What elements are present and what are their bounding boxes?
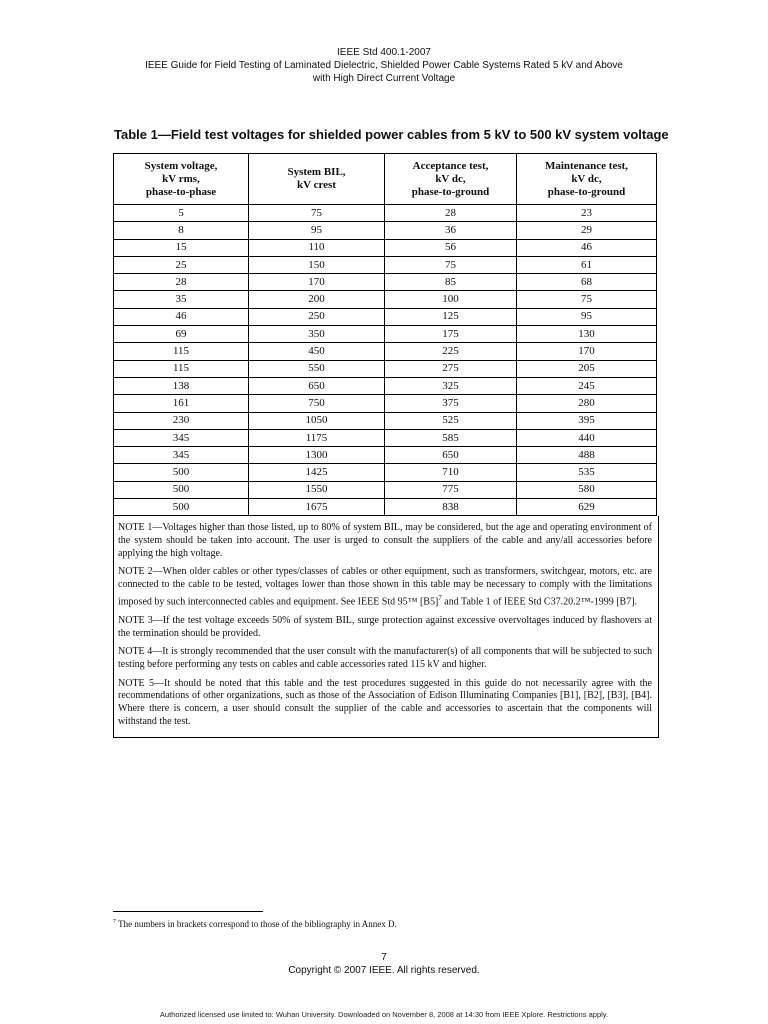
table-cell: 580 bbox=[517, 481, 657, 498]
table-cell: 1425 bbox=[249, 464, 385, 481]
table-cell: 1175 bbox=[249, 429, 385, 446]
table-cell: 440 bbox=[517, 429, 657, 446]
table-cell: 710 bbox=[385, 464, 517, 481]
footnote-mark: 7 bbox=[113, 919, 116, 925]
table-cell: 15 bbox=[114, 239, 249, 256]
table-cell: 85 bbox=[385, 274, 517, 291]
table-cell: 395 bbox=[517, 412, 657, 429]
table-row bbox=[114, 360, 657, 377]
note-5: NOTE 5—It should be noted that this table and the test procedures suggested in this guide do not necessarily agree with the recommendations of other organizations, such as those of the Association of Edison Illuminating Companies [B1], [B2], [B3], [B4]. Where there is concern, a user should consult the supplier of the cable and accessories to ascertain that the components will withstand the test. bbox=[118, 677, 652, 727]
table-cell: 36 bbox=[385, 222, 517, 239]
table-cell: 838 bbox=[385, 499, 517, 516]
table-cell: 450 bbox=[249, 343, 385, 360]
table-cell: 750 bbox=[249, 395, 385, 412]
table-cell: 75 bbox=[385, 256, 517, 273]
table-row bbox=[114, 343, 657, 360]
table-cell: 200 bbox=[249, 291, 385, 308]
table-cell: 75 bbox=[517, 291, 657, 308]
table-cell: 1550 bbox=[249, 481, 385, 498]
table-cell: 1675 bbox=[249, 499, 385, 516]
table-cell: 350 bbox=[249, 326, 385, 343]
table-row bbox=[114, 464, 657, 481]
table-cell: 130 bbox=[517, 326, 657, 343]
table-cell: 25 bbox=[114, 256, 249, 273]
table-cell: 500 bbox=[114, 499, 249, 516]
table-cell: 28 bbox=[114, 274, 249, 291]
table-cell: 125 bbox=[385, 308, 517, 325]
table-cell: 170 bbox=[517, 343, 657, 360]
table-cell: 23 bbox=[517, 205, 657, 222]
table-cell: 280 bbox=[517, 395, 657, 412]
table-row bbox=[114, 412, 657, 429]
footnote-reference: 7 bbox=[438, 593, 442, 602]
table-cell: 46 bbox=[517, 239, 657, 256]
col-header-system-bil: System BIL, kV crest bbox=[249, 154, 385, 205]
footnote bbox=[113, 919, 397, 929]
col-header-acceptance-test: Acceptance test, kV dc, phase-to-ground bbox=[385, 154, 517, 205]
table-cell: 69 bbox=[114, 326, 249, 343]
document-title-line-1: IEEE Guide for Field Testing of Laminated Dielectric, Shielded Power Cable Systems Rated 5 kV and Above bbox=[145, 60, 623, 71]
table-cell: 375 bbox=[385, 395, 517, 412]
table-cell: 61 bbox=[517, 256, 657, 273]
table-cell: 115 bbox=[114, 343, 249, 360]
col-header-maintenance-test: Maintenance test, kV dc, phase-to-ground bbox=[517, 154, 657, 205]
table-cell: 5 bbox=[114, 205, 249, 222]
table-cell: 525 bbox=[385, 412, 517, 429]
note-1: NOTE 1—Voltages higher than those listed, up to 80% of system BIL, may be considered, but the age and operating environment of the system should be taken into account. The user is urged to consult the suppliers of the cable and any/all accessories before applying the high voltage. bbox=[118, 522, 652, 559]
table-header-row bbox=[114, 154, 657, 205]
table-row bbox=[114, 291, 657, 308]
table-cell: 585 bbox=[385, 429, 517, 446]
table-cell: 488 bbox=[517, 447, 657, 464]
table-cell: 161 bbox=[114, 395, 249, 412]
table-cell: 550 bbox=[249, 360, 385, 377]
test-voltage-table bbox=[113, 153, 656, 738]
table-cell: 100 bbox=[385, 291, 517, 308]
table-cell: 230 bbox=[114, 412, 249, 429]
table-cell: 500 bbox=[114, 464, 249, 481]
table-cell: 275 bbox=[385, 360, 517, 377]
table-cell: 650 bbox=[385, 447, 517, 464]
table-cell: 138 bbox=[114, 377, 249, 394]
table-cell: 115 bbox=[114, 360, 249, 377]
table-cell: 95 bbox=[517, 308, 657, 325]
table-cell: 110 bbox=[249, 239, 385, 256]
table-cell: 28 bbox=[385, 205, 517, 222]
table-row bbox=[114, 377, 657, 394]
table-cell: 250 bbox=[249, 308, 385, 325]
table-row bbox=[114, 499, 657, 516]
table-row bbox=[114, 222, 657, 239]
table-cell: 1300 bbox=[249, 447, 385, 464]
table-cell: 1050 bbox=[249, 412, 385, 429]
table-cell: 175 bbox=[385, 326, 517, 343]
table-cell: 650 bbox=[249, 377, 385, 394]
page-header bbox=[0, 46, 768, 85]
table-cell: 95 bbox=[249, 222, 385, 239]
table-cell: 535 bbox=[517, 464, 657, 481]
table-cell: 46 bbox=[114, 308, 249, 325]
table-cell: 35 bbox=[114, 291, 249, 308]
table-row bbox=[114, 308, 657, 325]
license-notice: Authorized licensed use limited to: Wuhan University. Downloaded on November 8, 2008 at 14:30 from IEEE Xplore. Restrictions apply. bbox=[159, 1010, 609, 1019]
table-row bbox=[114, 326, 657, 343]
table-cell: 345 bbox=[114, 447, 249, 464]
table-cell: 345 bbox=[114, 429, 249, 446]
table-cell: 225 bbox=[385, 343, 517, 360]
table-cell: 170 bbox=[249, 274, 385, 291]
table-cell: 500 bbox=[114, 481, 249, 498]
table-row bbox=[114, 481, 657, 498]
table-cell: 245 bbox=[517, 377, 657, 394]
table-cell: 68 bbox=[517, 274, 657, 291]
table-cell: 56 bbox=[385, 239, 517, 256]
standard-number: IEEE Std 400.1-2007 bbox=[337, 47, 431, 58]
table-cell: 629 bbox=[517, 499, 657, 516]
page-number: 7 bbox=[381, 952, 387, 963]
table-cell: 205 bbox=[517, 360, 657, 377]
table-title: Table 1—Field test voltages for shielded power cables from 5 kV to 500 kV system voltage bbox=[114, 127, 669, 142]
note-2: NOTE 2—When older cables or other types/classes of cables or other equipment, such as transformers, switchgear, motors, etc. are connected to the cable to be tested, voltages lower than those shown in this table may be necessary to comply with the limitations imposed by such interconnected cables and equipment. See IEEE Std 95™ $[B5]^7$ and Table 1 of IEEE Std C37.20.2™-1999 [B7]. bbox=[118, 566, 652, 608]
table-cell: 29 bbox=[517, 222, 657, 239]
table-row bbox=[114, 429, 657, 446]
note-3: NOTE 3—If the test voltage exceeds 50% of system BIL, surge protection against excessive overvoltages induced by flashovers at the termination should be provided. bbox=[118, 614, 652, 639]
table-cell: 8 bbox=[114, 222, 249, 239]
footnote-text: The numbers in brackets correspond to those of the bibliography in Annex D. bbox=[116, 919, 397, 929]
table-row bbox=[114, 274, 657, 291]
table-row bbox=[114, 239, 657, 256]
table-row bbox=[114, 395, 657, 412]
table-row bbox=[114, 256, 657, 273]
footnote-divider bbox=[113, 911, 263, 912]
document-title-line-2: with High Direct Current Voltage bbox=[312, 73, 456, 84]
table-row bbox=[114, 205, 657, 222]
table-cell: 775 bbox=[385, 481, 517, 498]
table-cell: 75 bbox=[249, 205, 385, 222]
table-row bbox=[114, 447, 657, 464]
col-header-system-voltage: System voltage, kV rms, phase-to-phase bbox=[114, 154, 249, 205]
copyright-notice: Copyright © 2007 IEEE. All rights reserved. bbox=[288, 965, 480, 976]
table-cell: 325 bbox=[385, 377, 517, 394]
note-4: NOTE 4—It is strongly recommended that the user consult with the manufacturer(s) of all components that will be subjected to such testing before performing any tests on cables and cable accessories rated 115 kV and higher. bbox=[118, 646, 652, 670]
table-body bbox=[114, 205, 657, 516]
table-cell: 150 bbox=[249, 256, 385, 273]
table-notes bbox=[113, 516, 659, 737]
voltage-table bbox=[113, 153, 657, 516]
